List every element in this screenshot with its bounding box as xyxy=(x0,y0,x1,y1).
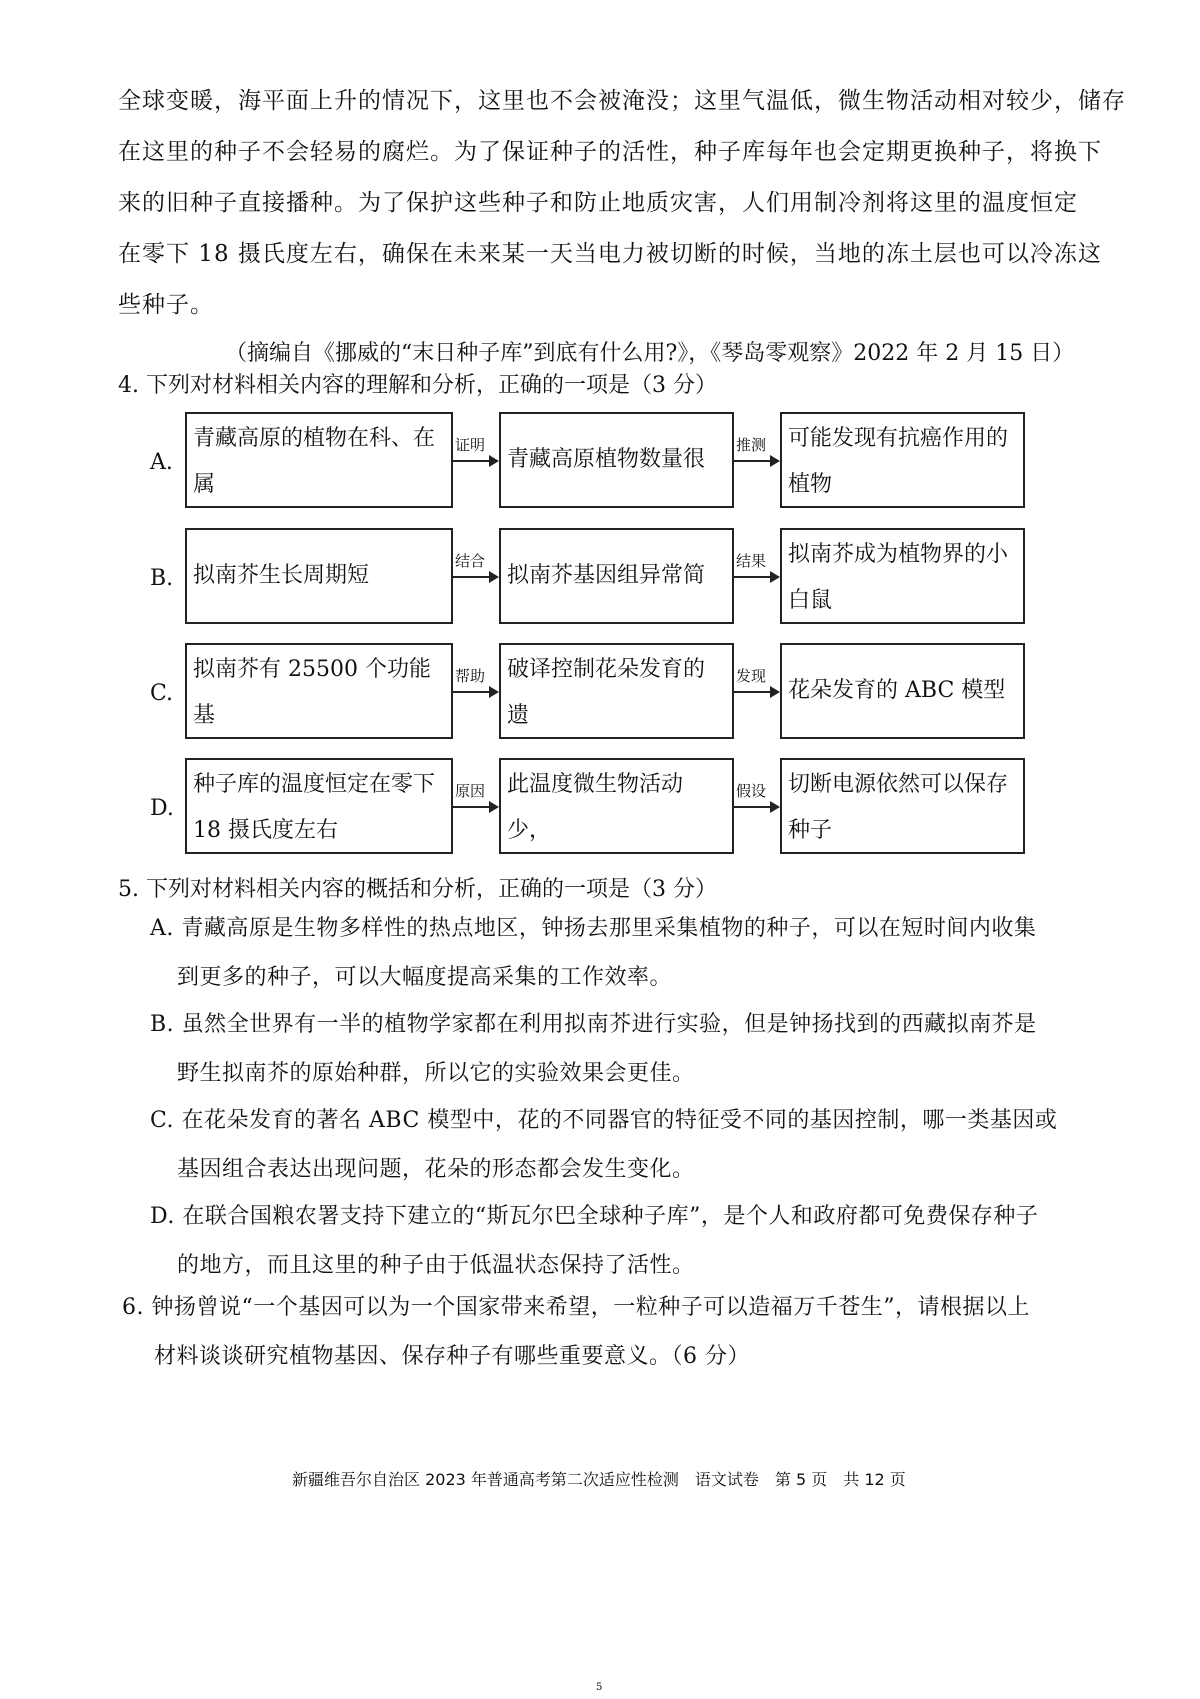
q4-b-box-1 xyxy=(185,528,453,624)
box-text: 拟南芥有 25500 个功能基 xyxy=(193,657,431,728)
question-5-title: 5. 下列对材料相关内容的概括和分析，正确的一项是（3 分） xyxy=(118,877,717,902)
q4-option-a xyxy=(150,412,1120,512)
option-line: A. 青藏高原是生物多样性的热点地区，钟扬去那里采集植物的种子，可以在短时间内收集 xyxy=(150,916,1037,941)
question-4-title: 4. 下列对材料相关内容的理解和分析，正确的一项是（3 分） xyxy=(118,373,717,398)
passage xyxy=(118,76,1128,331)
q4-a-box-3 xyxy=(780,412,1025,508)
passage-source: （摘编自《挪威的“末日种子库”到底有什么用?》，《琴岛零观察》2022 年 2 月 15 日） xyxy=(225,341,1075,366)
arrow-right-icon xyxy=(734,806,778,808)
link-label: 发现 xyxy=(736,667,767,685)
box-text: 种子 xyxy=(788,818,833,843)
option-letter: C. xyxy=(150,681,174,706)
link-label: 推测 xyxy=(736,436,767,454)
passage-line: 些种子。 xyxy=(118,292,214,318)
arrow-right-icon xyxy=(453,806,497,808)
q4-option-b xyxy=(150,528,1120,628)
arrow-right-icon xyxy=(453,460,497,462)
box-text: 青藏高原的植物在科、在属 xyxy=(193,426,436,497)
q4-option-d xyxy=(150,758,1120,858)
passage-line: 在这里的种子不会轻易的腐烂。为了保证种子的活性，种子库每年也会定期更换种子，将换下 xyxy=(118,139,1102,165)
box-text: 拟南芥基因组异常简 xyxy=(507,563,706,588)
link-label: 证明 xyxy=(455,436,486,454)
box-text: 花朵发育的 ABC 模型 xyxy=(788,678,1006,703)
q4-a-box-2 xyxy=(499,412,734,508)
link-label: 原因 xyxy=(455,782,486,800)
question-6-line: 6. 钟扬曾说“一个基因可以为一个国家带来希望，一粒种子可以造福万千苍生”，请根据以上 xyxy=(122,1295,1030,1320)
q4-c-box-3 xyxy=(780,643,1025,739)
link-label: 帮助 xyxy=(455,667,486,685)
box-text: 此温度微生物活动少， xyxy=(507,772,684,843)
box-text: 切断电源依然可以保存 xyxy=(788,772,1009,797)
arrow-right-icon xyxy=(453,691,497,693)
q4-b-box-3 xyxy=(780,528,1025,624)
arrow-right-icon xyxy=(734,576,778,578)
option-line: D. 在联合国粮农署支持下建立的“斯瓦尔巴全球种子库”，是个人和政府都可免费保存种子 xyxy=(150,1204,1039,1229)
option-line: 基因组合表达出现问题，花朵的形态都会发生变化。 xyxy=(177,1157,695,1182)
box-text: 种子库的温度恒定在零下 xyxy=(193,772,436,797)
question-6-line: 材料谈谈研究植物基因、保存种子有哪些重要意义。（6 分） xyxy=(154,1344,750,1369)
page-footer: 新疆维吾尔自治区 2023 年普通高考第二次适应性检测 语文试卷 第 5 页 共 12 页 xyxy=(292,1470,906,1489)
q4-a-box-1 xyxy=(185,412,453,508)
page-number: 5 xyxy=(596,1682,603,1693)
arrow-right-icon xyxy=(453,576,497,578)
box-text: 18 摄氏度左右 xyxy=(193,818,338,843)
passage-line: 来的旧种子直接播种。为了保护这些种子和防止地质灾害，人们用制冷剂将这里的温度恒定 xyxy=(118,190,1078,216)
link-label: 结果 xyxy=(736,552,767,570)
arrow-right-icon xyxy=(734,460,778,462)
q4-b-box-2 xyxy=(499,528,734,624)
q4-option-c xyxy=(150,643,1120,743)
arrow-right-icon xyxy=(734,691,778,693)
q5-option-a xyxy=(150,904,1130,1002)
box-text: 白鼠 xyxy=(788,588,833,613)
q5-option-b xyxy=(150,1000,1130,1098)
q5-option-c xyxy=(150,1096,1130,1194)
box-text: 破译控制花朵发育的遗 xyxy=(507,657,706,728)
option-line: 野生拟南芥的原始种群，所以它的实验效果会更佳。 xyxy=(177,1061,695,1086)
passage-line: 在零下 18 摄氏度左右，确保在未来某一天当电力被切断的时候，当地的冻土层也可以冷冻这 xyxy=(118,241,1102,267)
q4-d-box-3 xyxy=(780,758,1025,854)
q4-c-box-1 xyxy=(185,643,453,739)
option-line: B. 虽然全世界有一半的植物学家都在利用拟南芥进行实验，但是钟扬找到的西藏拟南芥是 xyxy=(150,1012,1037,1037)
link-label: 假设 xyxy=(736,782,767,800)
option-line: 到更多的种子，可以大幅度提高采集的工作效率。 xyxy=(177,965,673,990)
q4-d-box-1 xyxy=(185,758,453,854)
option-line: 的地方，而且这里的种子由于低温状态保持了活性。 xyxy=(177,1253,695,1278)
box-text: 拟南芥生长周期短 xyxy=(193,563,370,588)
q5-option-d xyxy=(150,1192,1130,1290)
box-text: 拟南芥成为植物界的小 xyxy=(788,542,1009,567)
passage-line: 全球变暖，海平面上升的情况下，这里也不会被淹没；这里气温低，微生物活动相对较少，储存 xyxy=(118,88,1126,114)
option-letter: D. xyxy=(150,796,174,821)
q4-d-box-2 xyxy=(499,758,734,854)
box-text: 植物 xyxy=(788,472,833,497)
question-6 xyxy=(122,1283,1102,1381)
option-letter: B. xyxy=(150,566,174,591)
link-label: 结合 xyxy=(455,552,486,570)
option-letter: A. xyxy=(150,450,173,475)
q4-c-box-2 xyxy=(499,643,734,739)
box-text: 青藏高原植物数量很 xyxy=(507,447,706,472)
box-text: 可能发现有抗癌作用的 xyxy=(788,426,1009,451)
option-line: C. 在花朵发育的著名 ABC 模型中，花的不同器官的特征受不同的基因控制，哪一类基因或 xyxy=(150,1108,1058,1133)
